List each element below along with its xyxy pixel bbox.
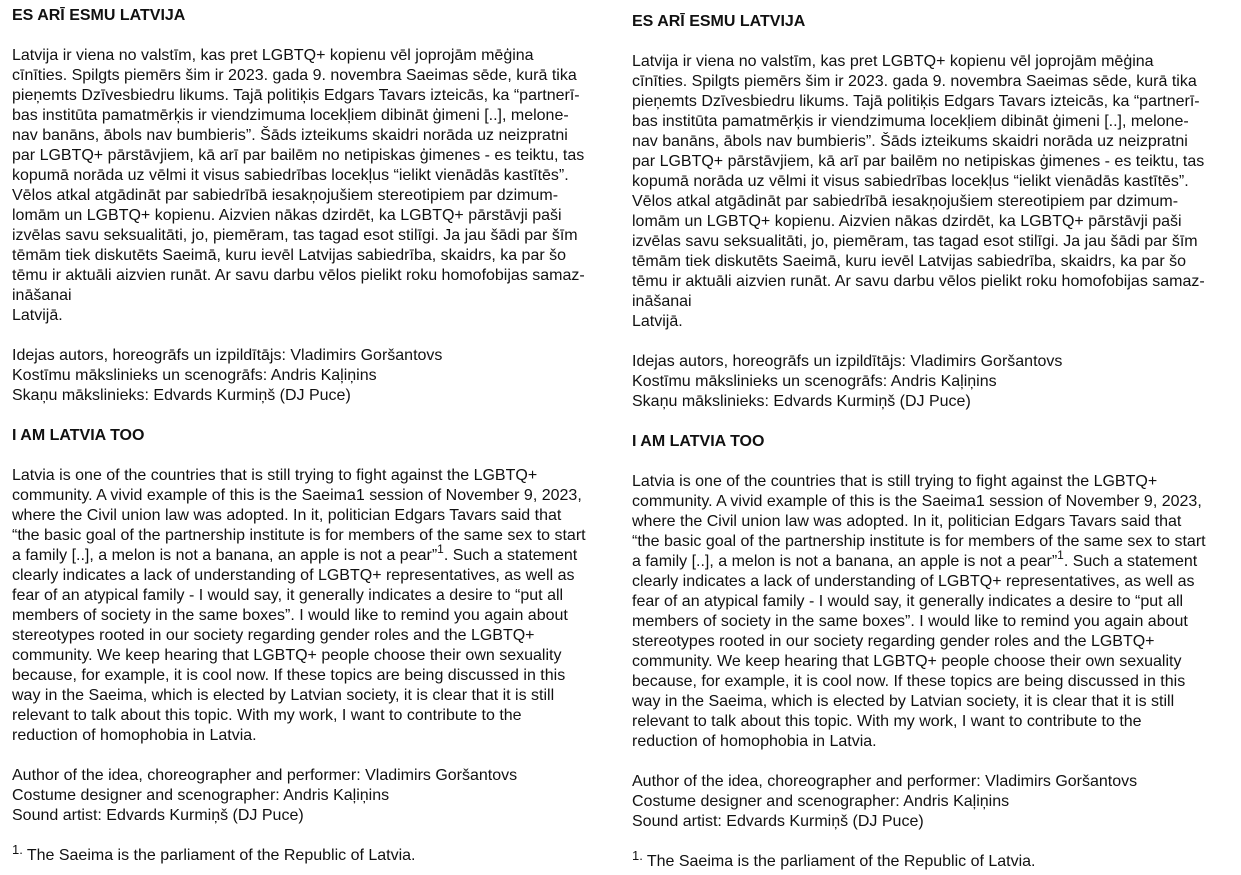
left-column <box>12 6 622 866</box>
lv-line: tēmu ir aktuāli aizvien runāt. Ar savu darbu vēlos pielikt roku homofobijas samaz- <box>12 267 585 284</box>
en-line: Latvia is one of the countries that is still trying to fight against the LGBTQ+ <box>12 467 538 484</box>
lv-paragraph <box>632 52 1241 332</box>
en-line: relevant to talk about this topic. With my work, I want to contribute to the <box>632 713 1142 730</box>
en-credit-author: Author of the idea, choreographer and performer: Vladimirs Goršantovs <box>632 773 1138 790</box>
en-credits <box>632 772 1241 832</box>
lv-line: cīnīties. Spilgts piemērs šim ir 2023. gada 9. novembra Saeimas sēde, kurā tika <box>632 73 1197 90</box>
en-ref-line-after: . Such a statement <box>1063 553 1198 570</box>
footnote-text: The Saeima is the parliament of the Republic of Latvia. <box>646 853 1036 870</box>
footnote-ref-mark: 1 <box>437 542 444 556</box>
en-line: reduction of homophobia in Latvia. <box>12 727 257 744</box>
lv-line: Latvija ir viena no valstīm, kas pret LGBTQ+ kopienu vēl joprojām mēģina <box>632 53 1154 70</box>
lv-credit-sound: Skaņu mākslinieks: Edvards Kurmiņš (DJ Puce) <box>12 387 351 404</box>
en-line: “the basic goal of the partnership institute is for members of the same sex to start <box>12 527 586 544</box>
en-line: reduction of homophobia in Latvia. <box>632 733 877 750</box>
lv-line: tēmu ir aktuāli aizvien runāt. Ar savu darbu vēlos pielikt roku homofobijas samaz- <box>632 273 1205 290</box>
lv-line: pieņemts Dzīvesbiedru likums. Tajā politiķis Edgars Tavars izteicās, ka “partnerī- <box>632 93 1200 110</box>
footnote-mark: 1. <box>632 848 643 863</box>
en-ref-line-text: a family [..], a melon is not a banana, an apple is not a pear” <box>632 553 1058 570</box>
lv-line: Latvija ir viena no valstīm, kas pret LGBTQ+ kopienu vēl joprojām mēģina <box>12 47 534 64</box>
en-line: because, for example, it is cool now. If these topics are being discussed in this <box>12 667 566 684</box>
en-credit-costume: Costume designer and scenographer: Andris Kaļiņins <box>12 787 390 804</box>
lv-credits <box>12 346 622 406</box>
lv-line: ināšanai <box>632 293 692 310</box>
en-heading: I AM LATVIA TOO <box>12 427 145 444</box>
lv-line: par LGBTQ+ pārstāvjiem, kā arī par bailēm no netipiskas ģimenes - es teiktu, tas <box>12 147 585 164</box>
en-credit-sound: Sound artist: Edvards Kurmiņš (DJ Puce) <box>632 813 924 830</box>
en-line-with-ref <box>632 548 1241 572</box>
en-line: community. We keep hearing that LGBTQ+ people choose their own sexuality <box>632 653 1182 670</box>
footnote-mark: 1. <box>12 842 23 857</box>
en-paragraph <box>632 472 1241 752</box>
lv-line: tēmām tiek diskutēts Saeimā, kuru ievēl Latvijas sabiedrība, skaidrs, ka par šo <box>632 253 1187 270</box>
lv-line: bas institūta pamatmērķis ir viendzimuma locekļiem dibināt ģimeni [..], melone- <box>632 113 1189 130</box>
lv-line: nav banāns, ābols nav bumbieris”. Šāds izteikums skaidri norāda uz neizpratni <box>12 127 568 144</box>
lv-line: izvēlas savu seksualitāti, jo, piemēram, tas tagad esot stilīgi. Ja jau šādi par šīm <box>632 233 1198 250</box>
lv-credit-author: Idejas autors, horeogrāfs un izpildītājs: Vladimirs Goršantovs <box>632 353 1063 370</box>
en-line: fear of an atypical family - I would say, it generally indicates a desire to “put all <box>12 587 564 604</box>
lv-line: Latvijā. <box>12 307 63 324</box>
footnote-ref-mark: 1 <box>1057 548 1064 562</box>
en-line: community. We keep hearing that LGBTQ+ people choose their own sexuality <box>12 647 562 664</box>
lv-line: kopumā norāda uz vēlmi it visus sabiedrības locekļus “ielikt vienādās kastītēs”. <box>12 167 569 184</box>
en-credit-author: Author of the idea, choreographer and performer: Vladimirs Goršantovs <box>12 767 518 784</box>
lv-heading: ES ARĪ ESMU LATVIJA <box>632 13 806 30</box>
lv-line: kopumā norāda uz vēlmi it visus sabiedrības locekļus “ielikt vienādās kastītēs”. <box>632 173 1189 190</box>
en-line: “the basic goal of the partnership institute is for members of the same sex to start <box>632 533 1206 550</box>
lv-line: Latvijā. <box>632 313 683 330</box>
en-line: stereotypes rooted in our society regarding gender roles and the LGBTQ+ <box>12 627 535 644</box>
lv-line: cīnīties. Spilgts piemērs šim ir 2023. gada 9. novembra Saeimas sēde, kurā tika <box>12 67 577 84</box>
lv-credits <box>632 352 1241 412</box>
en-line: members of society in the same boxes”. I would like to remind you again about <box>12 607 568 624</box>
lv-credit-costume: Kostīmu mākslinieks un scenogrāfs: Andris Kaļiņins <box>632 373 997 390</box>
en-line: clearly indicates a lack of understanding of LGBTQ+ representatives, as well as <box>632 573 1195 590</box>
en-line: stereotypes rooted in our society regarding gender roles and the LGBTQ+ <box>632 633 1155 650</box>
footnote-text: The Saeima is the parliament of the Republic of Latvia. <box>26 847 416 864</box>
lv-line: nav banāns, ābols nav bumbieris”. Šāds izteikums skaidri norāda uz neizpratni <box>632 133 1188 150</box>
en-line: clearly indicates a lack of understanding of LGBTQ+ representatives, as well as <box>12 567 575 584</box>
footnote <box>12 842 622 866</box>
en-line-with-ref <box>12 542 622 566</box>
en-credit-costume: Costume designer and scenographer: Andris Kaļiņins <box>632 793 1010 810</box>
en-line: where the Civil union law was adopted. In it, politician Edgars Tavars said that <box>12 507 562 524</box>
lv-credit-costume: Kostīmu mākslinieks un scenogrāfs: Andris Kaļiņins <box>12 367 377 384</box>
en-line: where the Civil union law was adopted. In it, politician Edgars Tavars said that <box>632 513 1182 530</box>
lv-line: lomām un LGBTQ+ kopienu. Aizvien nākas dzirdēt, ka LGBTQ+ pārstāvji paši <box>632 213 1182 230</box>
lv-line: izvēlas savu seksualitāti, jo, piemēram, tas tagad esot stilīgi. Ja jau šādi par šīm <box>12 227 578 244</box>
lv-line: pieņemts Dzīvesbiedru likums. Tajā politiķis Edgars Tavars izteicās, ka “partnerī- <box>12 87 580 104</box>
lv-credit-author: Idejas autors, horeogrāfs un izpildītājs: Vladimirs Goršantovs <box>12 347 443 364</box>
en-line: members of society in the same boxes”. I would like to remind you again about <box>632 613 1188 630</box>
en-line: fear of an atypical family - I would say, it generally indicates a desire to “put all <box>632 593 1184 610</box>
right-column <box>632 12 1241 872</box>
en-line: way in the Saeima, which is elected by Latvian society, it is clear that it is still <box>12 687 555 704</box>
en-line: Latvia is one of the countries that is still trying to fight against the LGBTQ+ <box>632 473 1158 490</box>
lv-heading: ES ARĪ ESMU LATVIJA <box>12 7 186 24</box>
en-ref-line-after: . Such a statement <box>443 547 578 564</box>
footnote <box>632 848 1241 872</box>
en-ref-line-text: a family [..], a melon is not a banana, an apple is not a pear” <box>12 547 438 564</box>
en-line: community. A vivid example of this is the Saeima1 session of November 9, 2023, <box>12 487 582 504</box>
lv-line: Vēlos atkal atgādināt par sabiedrībā iesakņojušiem stereotipiem par dzimum- <box>12 187 559 204</box>
en-credits <box>12 766 622 826</box>
lv-paragraph <box>12 46 622 326</box>
en-line: relevant to talk about this topic. With my work, I want to contribute to the <box>12 707 522 724</box>
lv-line: Vēlos atkal atgādināt par sabiedrībā iesakņojušiem stereotipiem par dzimum- <box>632 193 1179 210</box>
lv-line: lomām un LGBTQ+ kopienu. Aizvien nākas dzirdēt, ka LGBTQ+ pārstāvji paši <box>12 207 562 224</box>
lv-line: ināšanai <box>12 287 72 304</box>
lv-credit-sound: Skaņu mākslinieks: Edvards Kurmiņš (DJ Puce) <box>632 393 971 410</box>
en-credit-sound: Sound artist: Edvards Kurmiņš (DJ Puce) <box>12 807 304 824</box>
en-line: because, for example, it is cool now. If these topics are being discussed in this <box>632 673 1186 690</box>
lv-line: par LGBTQ+ pārstāvjiem, kā arī par bailēm no netipiskas ģimenes - es teiktu, tas <box>632 153 1205 170</box>
lv-line: bas institūta pamatmērķis ir viendzimuma locekļiem dibināt ģimeni [..], melone- <box>12 107 569 124</box>
en-paragraph <box>12 466 622 746</box>
en-heading: I AM LATVIA TOO <box>632 433 765 450</box>
en-line: way in the Saeima, which is elected by Latvian society, it is clear that it is still <box>632 693 1175 710</box>
lv-line: tēmām tiek diskutēts Saeimā, kuru ievēl Latvijas sabiedrība, skaidrs, ka par šo <box>12 247 567 264</box>
en-line: community. A vivid example of this is the Saeima1 session of November 9, 2023, <box>632 493 1202 510</box>
